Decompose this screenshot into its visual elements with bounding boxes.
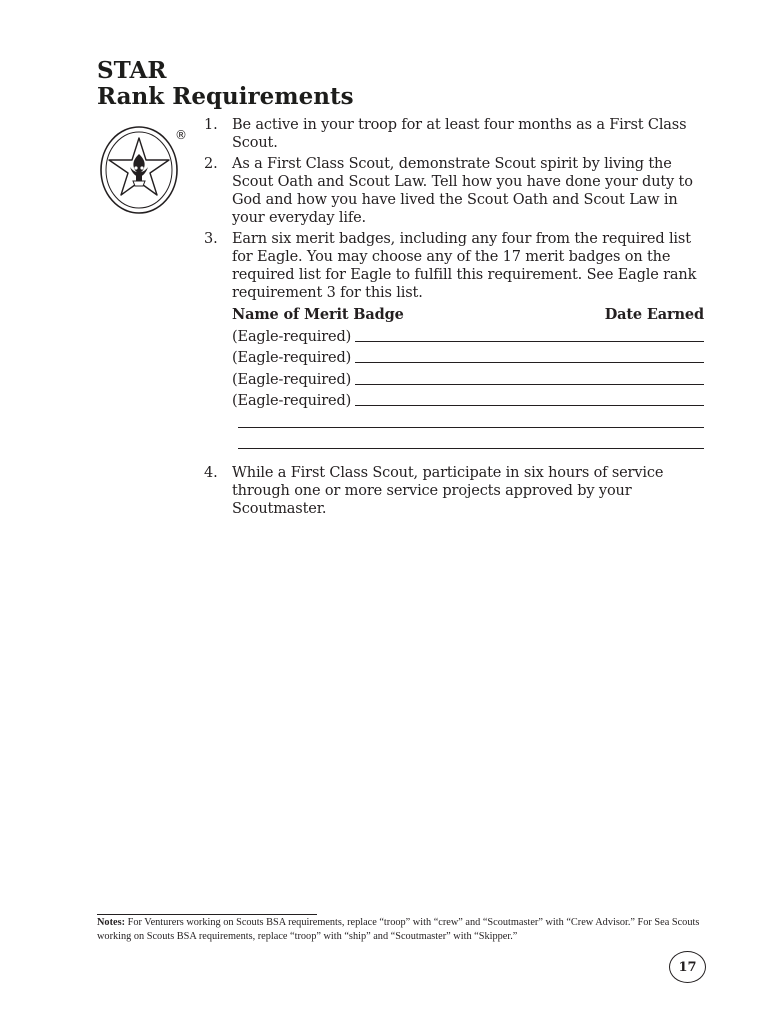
footnote-label: Notes: <box>97 917 126 928</box>
eagle-required-label: (Eagle-required) <box>232 393 352 409</box>
requirement-text: Earn six merit badges, including any four from the required list for Eagle. You may choose any of the 17 merit badges on the required list for Eagle to fulfill this requirement. See Eagle rank requirement 3 for this list. <box>232 231 697 301</box>
requirement-text: As a First Class Scout, demonstrate Scout spirit by living the Scout Oath and Scout Law. Tell how you have done your duty to God and how you have lived the Scout Oath and Scout Law in your everyday life. <box>232 156 693 226</box>
merit-badge-blank-line[interactable] <box>355 404 704 406</box>
requirement-text: Be active in your troop for at least four months as a First Class Scout. <box>232 117 687 151</box>
requirements-list <box>204 116 710 521</box>
merit-badge-row[interactable] <box>232 432 710 454</box>
merit-badge-blank-line[interactable] <box>355 361 704 363</box>
merit-badge-name-header: Name of Merit Badge <box>232 306 404 323</box>
requirement-1 <box>204 116 710 152</box>
requirement-text: While a First Class Scout, participate in six hours of service through one or more service projects approved by your Scoutmaster. <box>232 465 664 517</box>
merit-badge-row[interactable] <box>232 346 710 368</box>
merit-badge-row[interactable] <box>232 324 710 346</box>
requirement-number: 2. <box>204 156 218 172</box>
merit-badge-row[interactable] <box>232 389 710 411</box>
eagle-required-label: (Eagle-required) <box>232 328 352 345</box>
page-number: 17 <box>669 951 706 983</box>
requirement-3-body <box>232 230 710 461</box>
merit-badge-blank-line[interactable] <box>355 383 704 385</box>
title-line-2: Rank Requirements <box>97 83 354 110</box>
merit-badge-blank-line[interactable] <box>238 426 704 428</box>
requirement-number: 4. <box>204 465 218 481</box>
eagle-required-label: (Eagle-required) <box>232 371 352 388</box>
eagle-required-label: (Eagle-required) <box>232 350 352 366</box>
footnote-text: For Venturers working on Scouts BSA requirements, replace “troop” with “crew” and “Scoutmaster” with “Crew Advisor.” For Sea Scouts working on Scouts BSA requirements, replace “troop” with “ship” and “Scoutmaster” with “Skipper.” <box>97 917 700 942</box>
merit-badge-blank-line[interactable] <box>238 447 704 449</box>
title-line-1: STAR <box>97 57 167 84</box>
spacer <box>232 453 710 461</box>
page-title <box>97 58 354 110</box>
requirement-3 <box>204 230 710 461</box>
date-earned-header: Date Earned <box>604 306 704 323</box>
merit-badge-row[interactable] <box>232 367 710 389</box>
merit-badge-blank-line[interactable] <box>355 340 704 342</box>
merit-badge-table-header <box>232 306 710 324</box>
requirement-number: 3. <box>204 231 218 247</box>
requirement-number: 1. <box>204 117 218 133</box>
merit-badge-row[interactable] <box>232 410 710 432</box>
star-rank-badge-icon <box>99 124 191 216</box>
requirement-4 <box>204 464 710 518</box>
footnote <box>97 916 717 944</box>
footnote-divider <box>97 914 317 915</box>
requirement-2 <box>204 155 710 227</box>
registered-mark: ® <box>175 128 187 142</box>
